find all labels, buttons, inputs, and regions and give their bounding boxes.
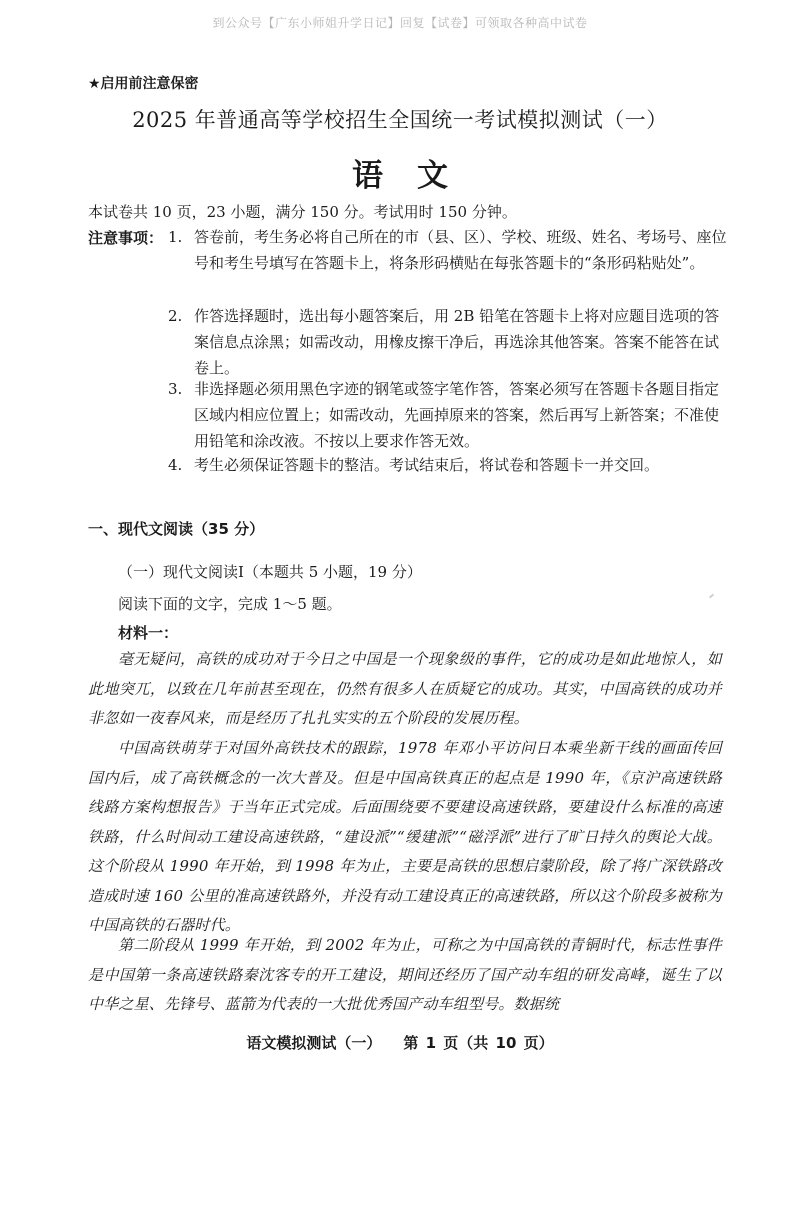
- notes-label: 注意事项：: [88, 229, 164, 247]
- exam-title: 2025 年普通高等学校招生全国统一考试模拟测试（一）: [132, 108, 668, 132]
- note-text: 非选择题必须用黑色字迹的钢笔或签字笔作答，答案必须写在答题卡各题目指定区域内相应位置上；如需改动，先画掉原来的答案，然后再写上新答案；不准使用铅笔和涂改液。不按以上要求作答无效。: [194, 380, 720, 450]
- note-number: 4.: [168, 456, 183, 474]
- note-item-3: [168, 376, 728, 454]
- note-item-4: [168, 452, 728, 478]
- watermark-banner: 到公众号【广东小师姐升学日记】回复【试卷】可领取各种高中试卷: [212, 16, 588, 30]
- scan-artifact: [709, 594, 714, 599]
- note-text: 考生必须保证答题卡的整洁。考试结束后，将试卷和答题卡一并交回。: [194, 456, 660, 474]
- note-number: 2.: [168, 307, 183, 325]
- passage-paragraph-3: 第二阶段从 1999 年开始，到 2002 年为止，可称之为中国高铁的青铜时代，标志性事件是中国第一条高速铁路秦沈客专的开工建设，期间还经历了国产动车组的研发高峰，诞生了以中华之星、先锋号、蓝箭为代表的一大批优秀国产动车组型号。数据统: [88, 936, 722, 1013]
- note-item-1: [168, 224, 728, 276]
- footer-page-number: 第 1 页（共 10 页）: [403, 1034, 554, 1052]
- section-heading: 一、现代文阅读（35 分）: [88, 520, 265, 538]
- reading-instruction: 阅读下面的文字，完成 1～5 题。: [118, 595, 342, 613]
- footer-exam-name: 语文模拟测试（一）: [246, 1034, 382, 1052]
- subsection-heading: （一）现代文阅读Ⅰ（本题共 5 小题，19 分）: [118, 563, 422, 581]
- note-item-2: [168, 303, 728, 381]
- exam-intro: 本试卷共 10 页，23 小题，满分 150 分。考试用时 150 分钟。: [88, 203, 517, 221]
- note-number: 1.: [168, 228, 183, 246]
- passage-paragraph-1: 毫无疑问，高铁的成功对于今日之中国是一个现象级的事件，它的成功是如此地惊人，如此地突兀，以致在几年前甚至现在，仍然有很多人在质疑它的成功。其实，中国高铁的成功并非忽如一夜春风来，而是经历了扎扎实实的五个阶段的发展历程。: [88, 650, 722, 727]
- confidential-notice: ★启用前注意保密: [88, 76, 199, 92]
- note-text: 答卷前，考生务必将自己所在的市（县、区）、学校、班级、姓名、考场号、座位号和考生号填写在答题卡上，将条形码横贴在每张答题卡的“条形码粘贴处”。: [194, 228, 727, 272]
- note-number: 3.: [168, 380, 183, 398]
- page-footer: [0, 1032, 800, 1053]
- subject-title: 语文: [352, 158, 482, 194]
- note-text: 作答选择题时，选出每小题答案后，用 2B 铅笔在答题卡上将对应题目选项的答案信息点涂黑；如需改动，用橡皮擦干净后，再选涂其他答案。答案不能答在试卷上。: [194, 307, 720, 377]
- material-label: 材料一：: [118, 624, 179, 642]
- passage-paragraph-2: 中国高铁萌芽于对国外高铁技术的跟踪，1978 年邓小平访问日本乘坐新干线的画面传回国内后，成了高铁概念的一次大普及。但是中国高铁真正的起点是 1990 年，《京沪高速铁路线路方案构想报告》于当年正式完成。后面围绕要不要建设高速铁路，要建设什么标准的高速铁路，什么时间动工建设高速铁路，“建设派”“缓建派”“磁浮派”进行了旷日持久的舆论大战。这个阶段从 1990 年开始，到 1998 年为止，主要是高铁的思想启蒙阶段，除了将广深铁路改造成时速 160 公里的准高速铁路外，并没有动工建设真正的高速铁路，所以这个阶段多被称为中国高铁的石器时代。: [88, 739, 722, 934]
